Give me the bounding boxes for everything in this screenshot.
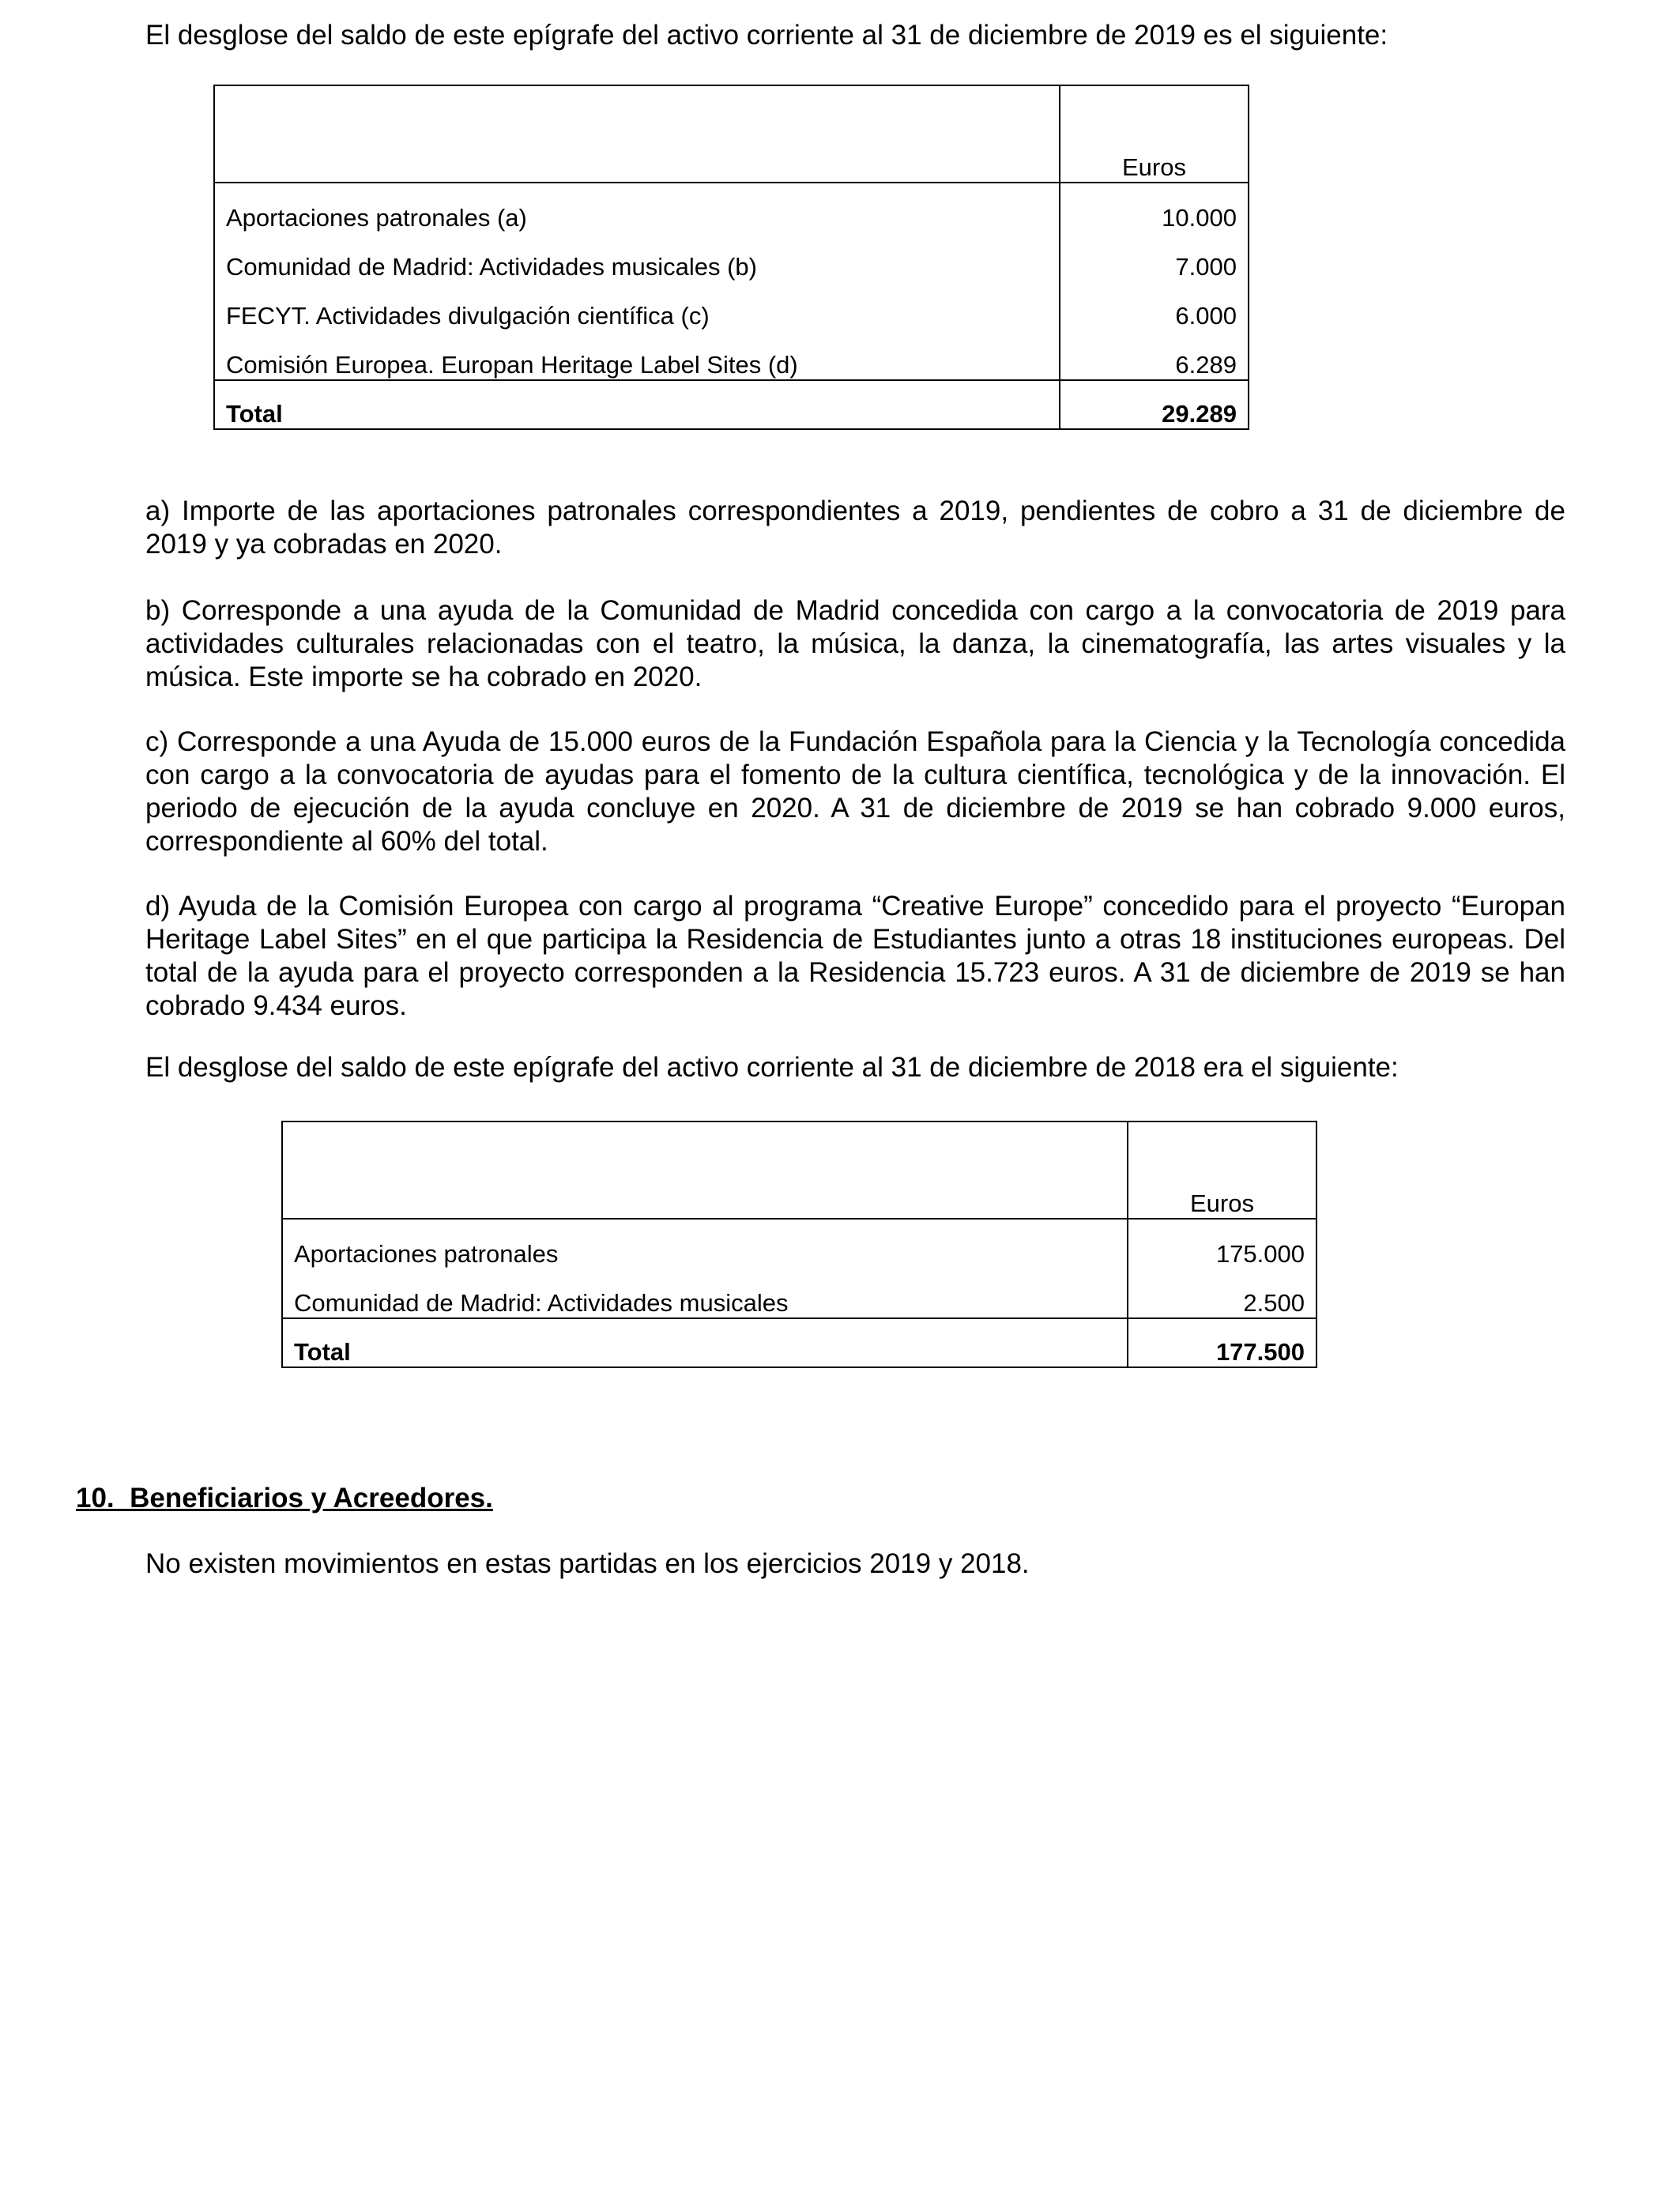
note-b: b) Corresponde a una ayuda de la Comunidad de Madrid concedida con cargo a la convocatoria de 2019 para actividades culturales relacionadas con el teatro, la música, la danza, la cinematografía, las artes visuales y la música. Este importe se ha cobrado en 2020. [145,595,1565,692]
table-row [214,281,1249,330]
note-c: c) Corresponde a una Ayuda de 15.000 euros de la Fundación Española para la Ciencia y la Tecnología concedida con cargo a la convocatoria de ayudas para el fomento de la cultura científica, tecnológica y de la innovación. El periodo de ejecución de la ayuda concluye en 2020. A 31 de diciembre de 2019 se han cobrado 9.000 euros, correspondiente al 60% del total. [145,726,1565,857]
row-label: FECYT. Actividades divulgación científica (c) [226,302,710,330]
row-label: Aportaciones patronales (a) [226,204,527,232]
intro-2018: El desglose del saldo de este epígrafe del activo corriente al 31 de diciembre de 2018 era el siguiente: [145,1052,1399,1083]
row-amount: 6.289 [1060,330,1249,380]
total-label: Total [282,1318,1128,1367]
row-label: Comisión Europea. Europan Heritage Label Sites (d) [226,351,798,379]
balance-table-2018 [281,1121,1317,1368]
table-row [214,330,1249,380]
table-row [282,1219,1317,1269]
table-row [282,1269,1317,1318]
row-label: Comunidad de Madrid: Actividades musicales (b) [226,253,757,281]
table-total-row [214,380,1249,429]
header-label-cell [214,85,1060,183]
row-amount: 7.000 [1060,232,1249,281]
column-header-euros: Euros [1060,85,1249,183]
total-label: Total [214,380,1060,429]
total-amount: 29.289 [1060,380,1249,429]
row-amount: 10.000 [1060,183,1249,232]
table-total-row [282,1318,1317,1367]
table-row [214,232,1249,281]
note-d: d) Ayuda de la Comisión Europea con cargo al programa “Creative Europe” concedido para el proyecto “Europan Heritage Label Sites” en el que participa la Residencia de Estudiantes junto a otras 18 instituciones europeas. Del total de la ayuda para el proyecto corresponden a la Residencia 15.723 euros. A 31 de diciembre de 2019 se han cobrado 9.434 euros. [145,891,1565,1021]
note-a: a) Importe de las aportaciones patronales correspondientes a 2019, pendientes de cobro a 31 de diciembre de 2019 y ya cobradas en 2020. [145,496,1565,560]
row-amount: 6.000 [1060,281,1249,330]
balance-table-2019 [213,85,1249,430]
table-header-row [282,1122,1317,1219]
total-amount: 177.500 [1128,1318,1317,1367]
table-header-row [214,85,1249,183]
row-label: Comunidad de Madrid: Actividades musicales [294,1289,789,1317]
table-row [214,183,1249,232]
header-label-cell [282,1122,1128,1219]
row-amount: 175.000 [1128,1219,1317,1269]
column-header-euros: Euros [1128,1122,1317,1219]
section-body: No existen movimientos en estas partidas en los ejercicios 2019 y 2018. [145,1548,1030,1579]
section-heading: 10. Beneficiarios y Acreedores. [76,1483,493,1514]
row-label: Aportaciones patronales [294,1240,559,1268]
intro-2019: El desglose del saldo de este epígrafe del activo corriente al 31 de diciembre de 2019 es el siguiente: [145,20,1388,51]
row-amount: 2.500 [1128,1269,1317,1318]
